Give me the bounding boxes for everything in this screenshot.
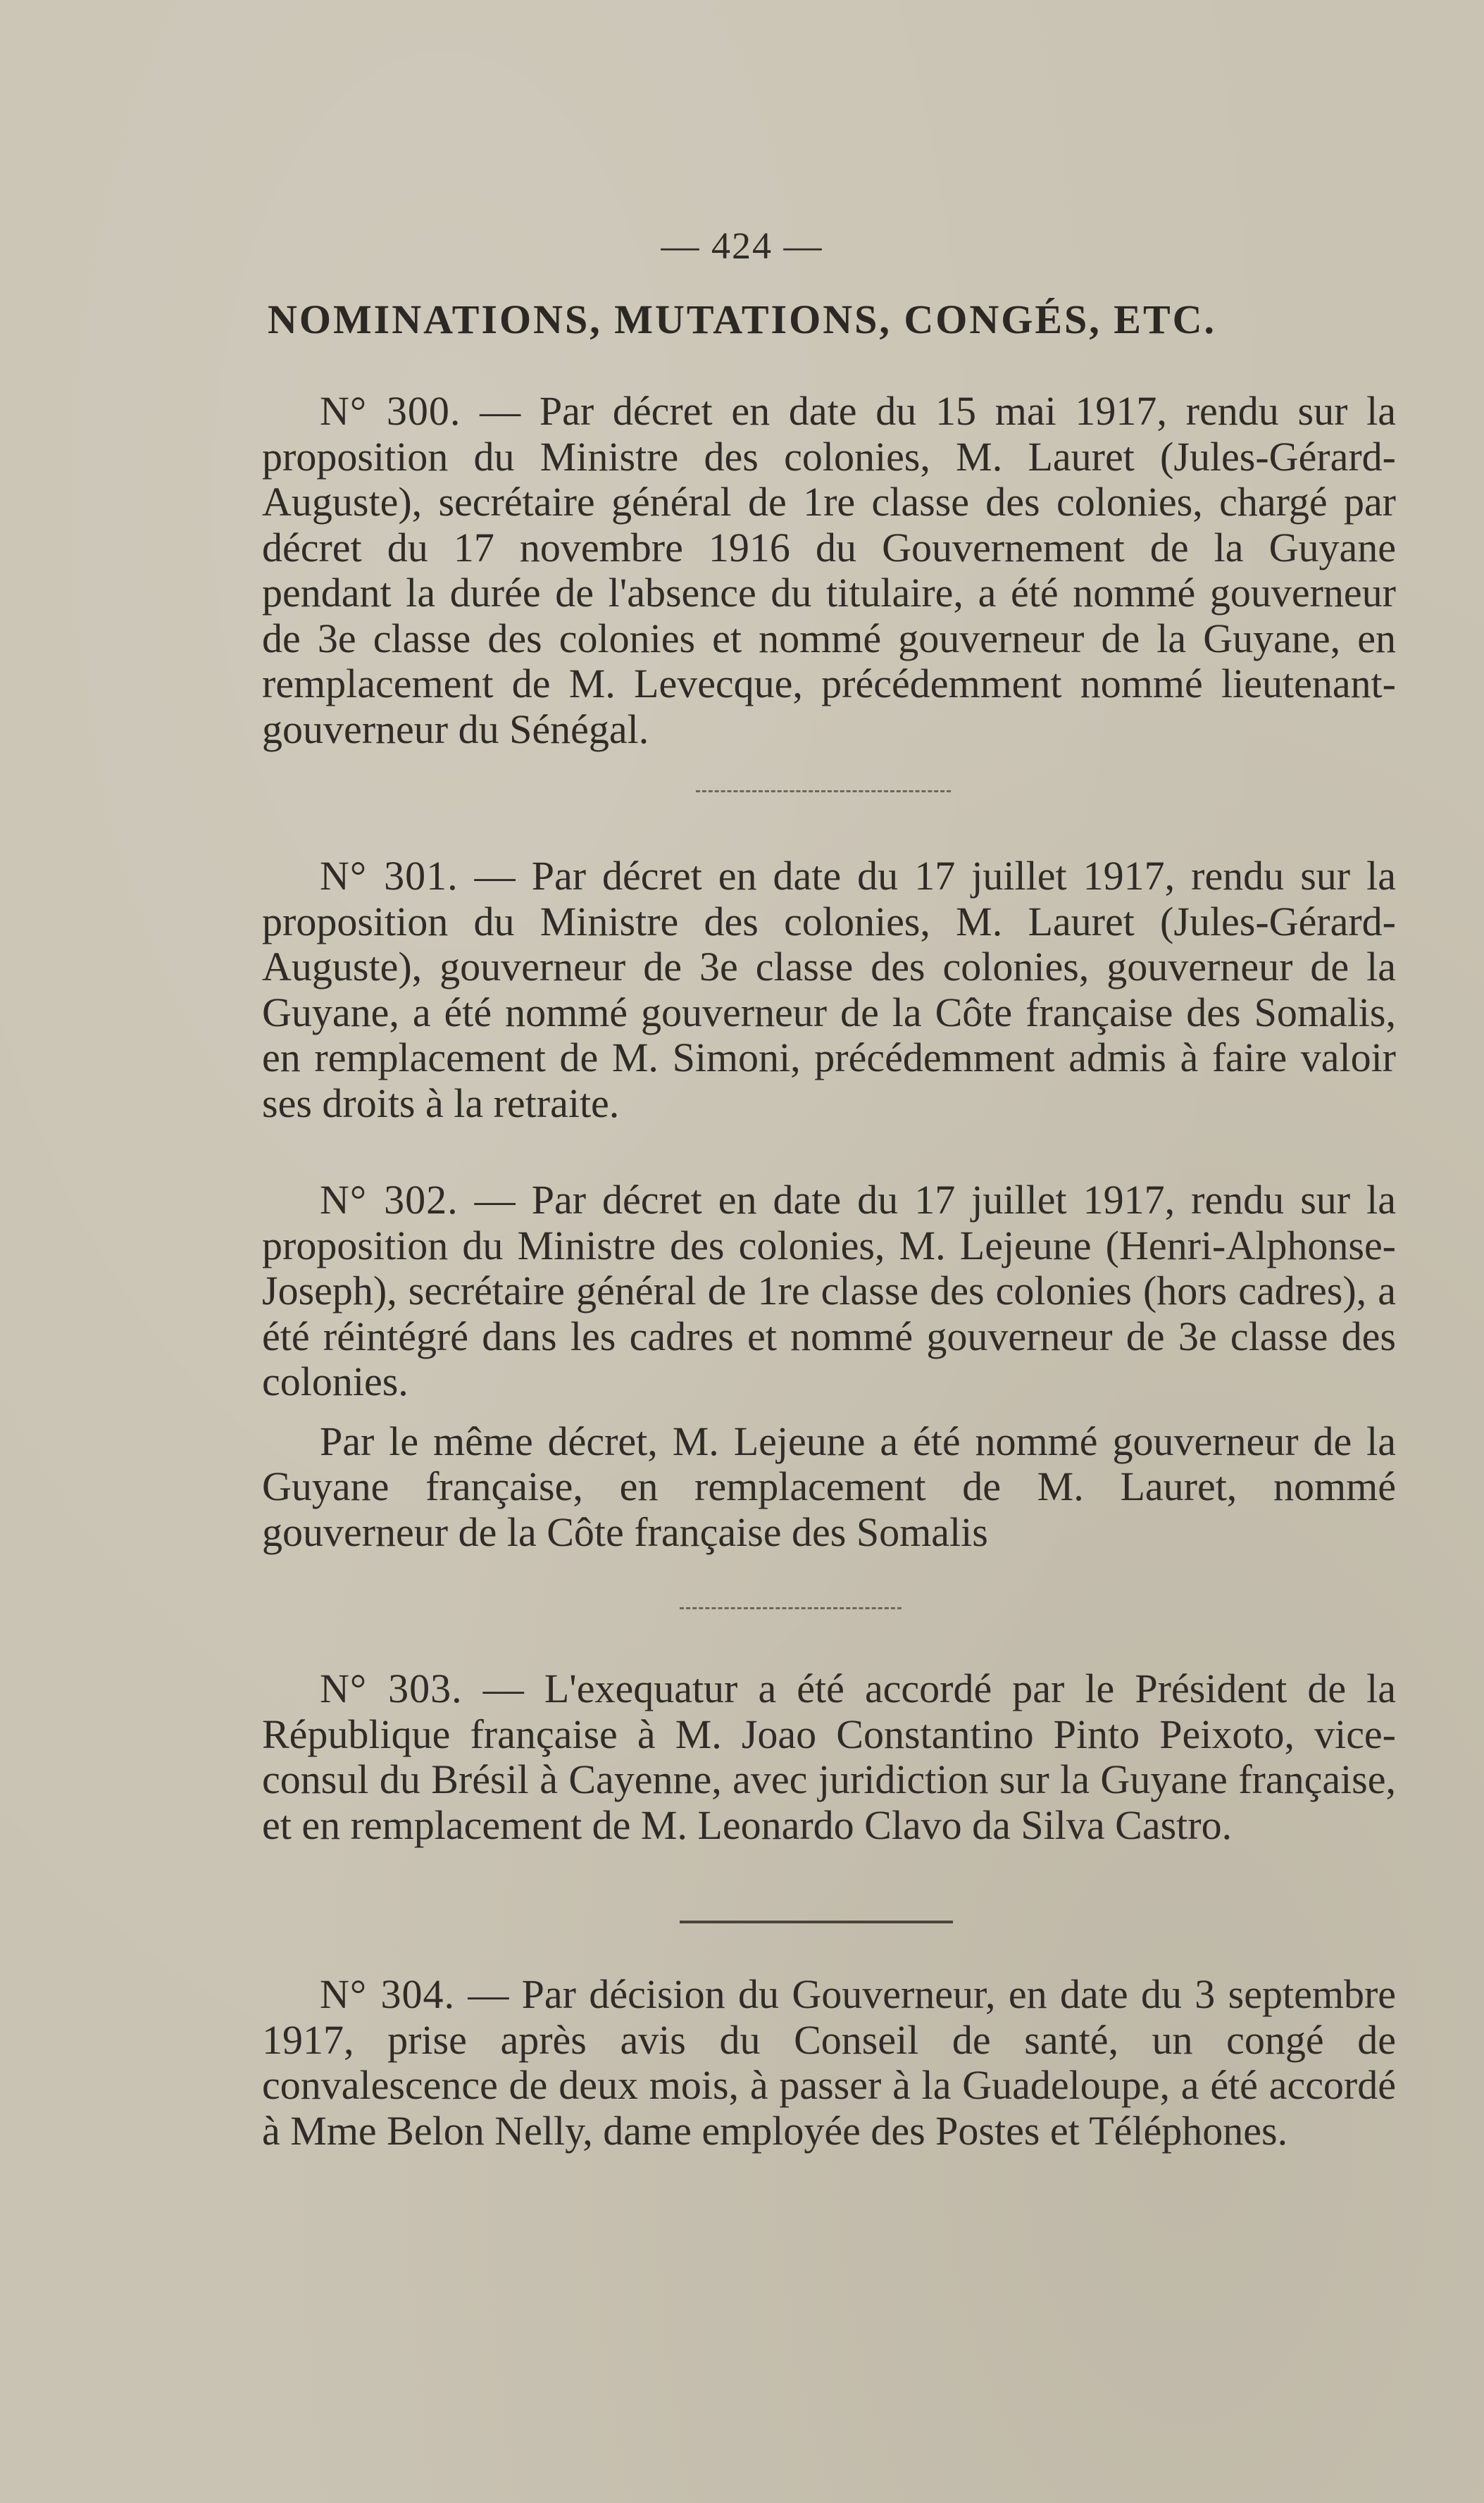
entry-text: — Par décret en date du 17 juillet 1917, rendu sur la proposition du Ministre des colonies, M. Lejeune (Henri-Alphonse-Joseph), secrétaire général de 1re classe des colonies (hors cadres), a été réintégré dans les cadres et nommé gouverneur de 3e classe des colonies. bbox=[262, 1177, 1397, 1404]
entry-paragraph bbox=[262, 1972, 1396, 2154]
entry-paragraph bbox=[262, 389, 1396, 752]
entry-304 bbox=[262, 1972, 1396, 2154]
entry-number: N° 304. bbox=[320, 1971, 455, 2017]
separator-rule bbox=[696, 790, 951, 792]
entry-paragraph bbox=[262, 1666, 1396, 1848]
entry-paragraph-continued: Par le même décret, M. Lejeune a été nommé gouverneur de la Guyane française, en remplacement de M. Lauret, nommé gouverneur de la Côte française des Somalis bbox=[262, 1418, 1396, 1555]
entry-300 bbox=[262, 389, 1396, 752]
entry-paragraph bbox=[262, 1178, 1396, 1405]
entry-number: N° 301. bbox=[320, 853, 459, 899]
entry-301 bbox=[262, 854, 1396, 1126]
entry-paragraph bbox=[262, 854, 1396, 1126]
page-number: — 424 — bbox=[661, 225, 823, 267]
entry-303 bbox=[262, 1666, 1396, 1848]
entry-text: — Par décret en date du 15 mai 1917, rendu sur la proposition du Ministre des colonies, M. Lauret (Jules-Gérard-Auguste), secrétaire général de 1re classe des colonies, chargé par décret du 17 novembre 1916 du Gouvernement de la Guyane pendant la durée de l'absence du titulaire, a été nommé gouverneur de 3e classe des colonies et nommé gouverneur de la Guyane, en remplacement de M. Levecque, précédemment nommé lieutenant-gouverneur du Sénégal. bbox=[262, 388, 1397, 752]
entry-number: N° 303. bbox=[320, 1666, 463, 1711]
entry-text: — Par décret en date du 17 juillet 1917, rendu sur la proposition du Ministre des colonies, M. Lauret (Jules-Gérard-Auguste), gouverneur de 3e classe des colonies, gouverneur de la Guyane, a été nommé gouverneur de la Côte française des Somalis, en remplacement de M. Simoni, précédemment admis à faire valoir ses droits à la retraite. bbox=[262, 853, 1397, 1126]
entry-text: — L'exequatur a été accordé par le Président de la République française à M. Joao Constantino Pinto Peixoto, vice-consul du Brésil à Cayenne, avec juridiction sur la Guyane française, et en remplacement de M. Leonardo Clavo da Silva Castro. bbox=[262, 1666, 1396, 1848]
entry-text: — Par décision du Gouverneur, en date du 3 septembre 1917, prise après avis du Conseil de santé, un congé de convalescence de deux mois, à passer à la Guadeloupe, a été accordé à Mme Belon Nelly, dame employée des Postes et Téléphones. bbox=[262, 1971, 1397, 2154]
separator-rule bbox=[680, 1921, 953, 1923]
entry-number: N° 300. bbox=[320, 388, 461, 434]
entry-number: N° 302. bbox=[320, 1177, 459, 1223]
entry-302 bbox=[262, 1178, 1396, 1555]
separator-rule bbox=[680, 1607, 902, 1609]
section-title: NOMINATIONS, MUTATIONS, CONGÉS, ETC. bbox=[267, 297, 1217, 342]
